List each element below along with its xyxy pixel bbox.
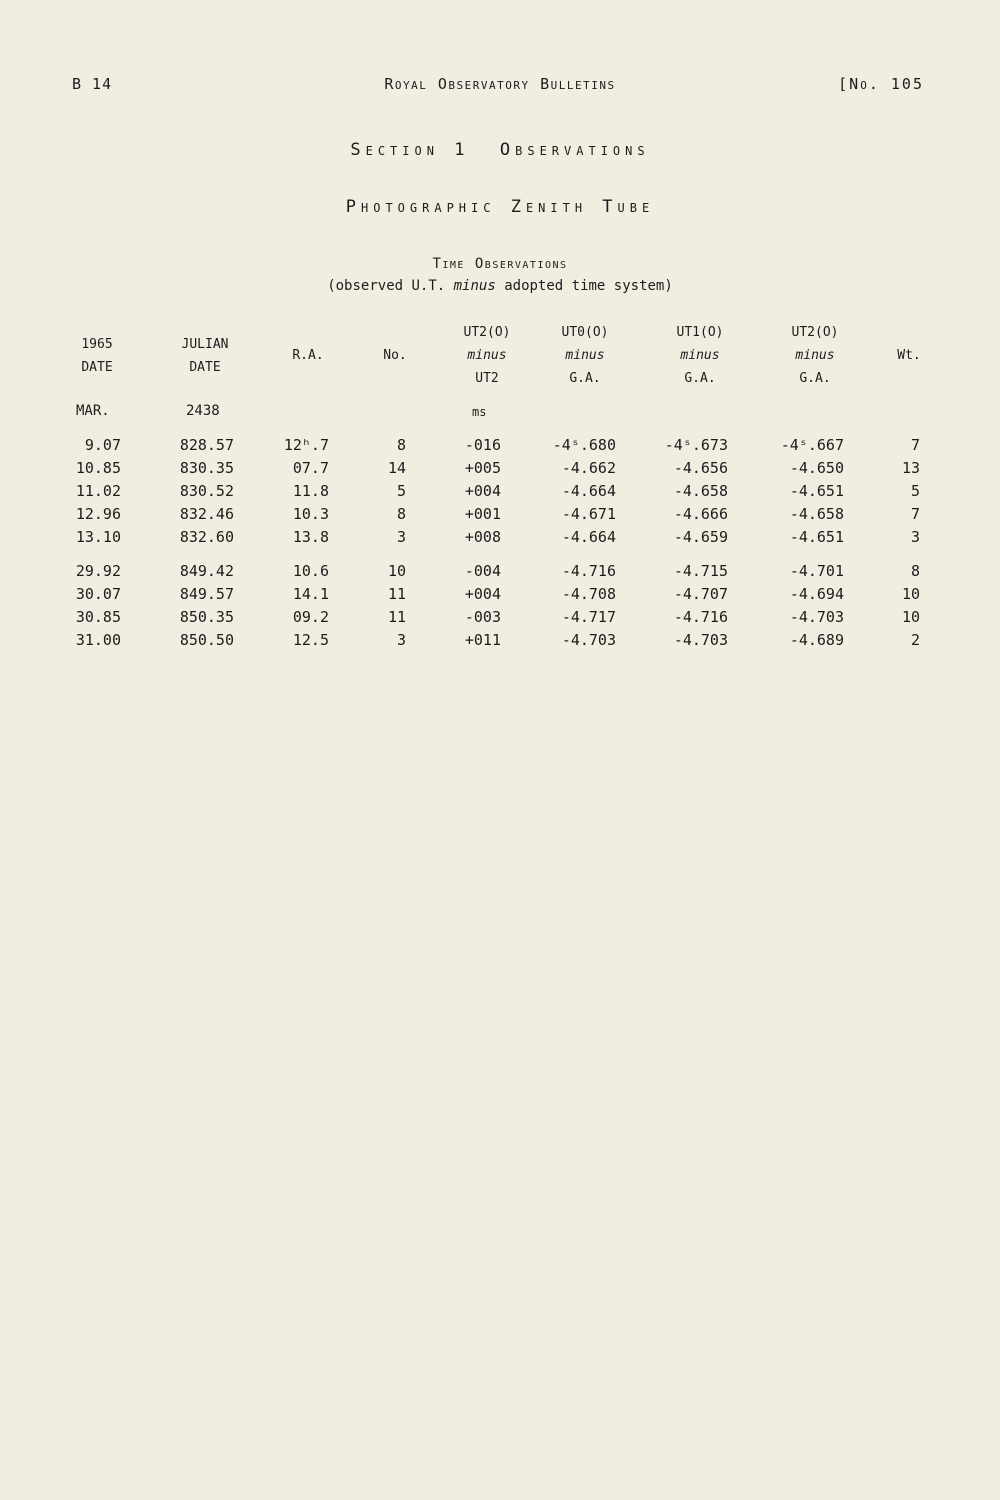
- cell-ut0: -4ˢ.680: [552, 436, 616, 454]
- cell-ut0: -4.717: [561, 608, 616, 626]
- cell-no: 5: [396, 482, 406, 500]
- column-header-ut0-minus: minus: [565, 348, 605, 363]
- cell-ut0: -4.716: [561, 562, 616, 580]
- cell-wt: 13: [901, 459, 920, 477]
- column-header-ut2-line2: [765, 344, 865, 367]
- cell-jd: 849.42: [179, 562, 234, 580]
- running-title: Royal Observatory Bulletins: [384, 75, 616, 93]
- cell-date: 9.07: [84, 436, 121, 454]
- column-header-ut1-minus-ga: [650, 321, 750, 390]
- cell-jd: 830.52: [179, 482, 234, 500]
- cell-jd: 832.46: [179, 505, 234, 523]
- cell-date: 29.92: [75, 562, 121, 580]
- cell-ut2: +001: [464, 505, 501, 523]
- cell-ut2ga: -4ˢ.667: [780, 436, 844, 454]
- cell-wt: 3: [910, 528, 920, 546]
- cell-ut2: +011: [464, 631, 501, 649]
- cell-ut2ga: -4.650: [789, 459, 844, 477]
- cell-jd: 849.57: [179, 585, 234, 603]
- cell-no: 3: [396, 528, 406, 546]
- cell-ut2: -003: [464, 608, 501, 626]
- cell-ut0: -4.703: [561, 631, 616, 649]
- cell-ut2: -016: [464, 436, 501, 454]
- column-header-date-line2: DATE: [81, 360, 113, 375]
- column-header-julian-line1: JULIAN: [181, 337, 229, 352]
- cell-ut0: -4.664: [561, 482, 616, 500]
- cell-ra: 10.3: [292, 505, 329, 523]
- table-subtitle-em: minus: [453, 278, 496, 294]
- cell-wt: 2: [910, 631, 920, 649]
- column-header-ut0-line1: UT0(O): [561, 325, 609, 340]
- cell-date: 12.96: [75, 505, 121, 523]
- cell-no: 10: [387, 562, 406, 580]
- cell-jd: 850.35: [179, 608, 234, 626]
- subsection-title: Photographic Zenith Tube: [345, 197, 655, 217]
- column-header-ut2-minus: minus: [795, 348, 835, 363]
- cell-date: 13.10: [75, 528, 121, 546]
- cell-ut1: -4.715: [673, 562, 728, 580]
- cell-ut1: -4ˢ.673: [664, 436, 728, 454]
- cell-ut1: -4.716: [673, 608, 728, 626]
- column-header-ut2o-minus: minus: [467, 348, 507, 363]
- cell-jd: 850.50: [179, 631, 234, 649]
- column-header-ut2-minus-ga: [765, 321, 865, 390]
- section-title: Section 1 Observations: [350, 140, 650, 160]
- cell-ut1: -4.707: [673, 585, 728, 603]
- cell-no: 14: [387, 459, 406, 477]
- cell-ut1: -4.658: [673, 482, 728, 500]
- cell-date: 30.07: [75, 585, 121, 603]
- issue-number: [No. 105: [838, 75, 924, 93]
- column-header-ut0-line3: G.A.: [569, 371, 601, 386]
- cell-no: 11: [387, 608, 406, 626]
- cell-ut2: +004: [464, 482, 501, 500]
- cell-wt: 7: [910, 436, 920, 454]
- cell-date: 11.02: [75, 482, 121, 500]
- cell-ra: 12.5: [292, 631, 329, 649]
- cell-ra: 09.2: [292, 608, 329, 626]
- cell-date: 10.85: [75, 459, 121, 477]
- table-subtitle-post: adopted time system): [495, 278, 673, 294]
- julian-base-label: 2438: [186, 403, 220, 419]
- column-header-ut2o-line1: UT2(O): [463, 325, 511, 340]
- cell-ut1: -4.656: [673, 459, 728, 477]
- cell-date: 30.85: [75, 608, 121, 626]
- cell-ut0: -4.664: [561, 528, 616, 546]
- column-header-ut2o-line2: [432, 344, 542, 367]
- cell-ut2ga: -4.658: [789, 505, 844, 523]
- cell-jd: 830.35: [179, 459, 234, 477]
- table-subtitle-pre: (observed U.T.: [327, 278, 454, 294]
- cell-no: 8: [396, 436, 406, 454]
- cell-wt: 10: [901, 585, 920, 603]
- cell-ut0: -4.671: [561, 505, 616, 523]
- month-label: MAR.: [76, 403, 110, 419]
- column-header-ut1-minus: minus: [680, 348, 720, 363]
- column-header-ut1-line3: G.A.: [684, 371, 716, 386]
- column-header-date: [62, 333, 132, 379]
- column-header-ut2o-line3: UT2: [475, 371, 499, 386]
- ms-unit-label: ms: [472, 405, 487, 419]
- cell-no: 11: [387, 585, 406, 603]
- cell-wt: 5: [910, 482, 920, 500]
- cell-ut2: +004: [464, 585, 501, 603]
- cell-wt: 10: [901, 608, 920, 626]
- cell-ut2ga: -4.651: [789, 528, 844, 546]
- cell-ut0: -4.708: [561, 585, 616, 603]
- cell-ra: 10.6: [292, 562, 329, 580]
- cell-ra: 14.1: [292, 585, 329, 603]
- column-header-wt: Wt.: [897, 348, 921, 363]
- column-header-ut2o-minus-ut2: [432, 321, 542, 390]
- column-header-ut2-line3: G.A.: [799, 371, 831, 386]
- cell-ut2ga: -4.694: [789, 585, 844, 603]
- cell-ut2: +005: [464, 459, 501, 477]
- page-reference: B 14: [72, 75, 113, 93]
- column-header-ut0-minus-ga: [535, 321, 635, 390]
- cell-ra: 13.8: [292, 528, 329, 546]
- column-header-julian-line2: DATE: [189, 360, 221, 375]
- column-header-ut1-line1: UT1(O): [676, 325, 724, 340]
- cell-wt: 7: [910, 505, 920, 523]
- column-header-date-line1: 1965: [81, 337, 113, 352]
- column-header-ra: R.A.: [292, 348, 324, 363]
- column-header-no: No.: [383, 348, 407, 363]
- cell-ut2ga: -4.651: [789, 482, 844, 500]
- column-header-ut1-line2: [650, 344, 750, 367]
- cell-ut0: -4.662: [561, 459, 616, 477]
- column-header-julian: [165, 333, 245, 379]
- cell-ut1: -4.659: [673, 528, 728, 546]
- cell-ut2ga: -4.703: [789, 608, 844, 626]
- cell-date: 31.00: [75, 631, 121, 649]
- cell-ut2ga: -4.689: [789, 631, 844, 649]
- column-header-ut2-line1: UT2(O): [791, 325, 839, 340]
- cell-ut1: -4.703: [673, 631, 728, 649]
- column-header-ut0-line2: [535, 344, 635, 367]
- table-title: Time Observations: [432, 256, 568, 272]
- cell-jd: 832.60: [179, 528, 234, 546]
- cell-no: 3: [396, 631, 406, 649]
- cell-ra: 11.8: [292, 482, 329, 500]
- table-subtitle: [0, 278, 1000, 294]
- cell-no: 8: [396, 505, 406, 523]
- cell-ut2: +008: [464, 528, 501, 546]
- cell-ut2: -004: [464, 562, 501, 580]
- cell-ra: 07.7: [292, 459, 329, 477]
- cell-wt: 8: [910, 562, 920, 580]
- cell-ut1: -4.666: [673, 505, 728, 523]
- cell-ut2ga: -4.701: [789, 562, 844, 580]
- cell-ra: 12ʰ.7: [283, 436, 329, 454]
- cell-jd: 828.57: [179, 436, 234, 454]
